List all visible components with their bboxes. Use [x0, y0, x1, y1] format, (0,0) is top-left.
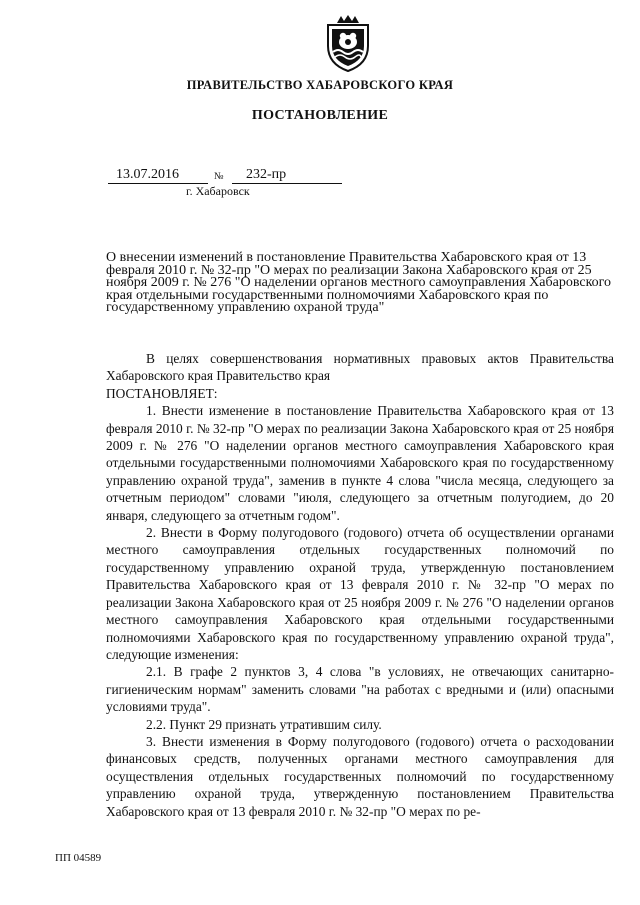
issue-city: г. Хабаровск [186, 184, 250, 198]
intro-paragraph: В целях совершенствования нормативных правовых актов Правительства Хабаровского края Правительство края [106, 351, 614, 384]
paragraph-1: 1. Внести изменение в постановление Правительства Хабаровского края от 13 февраля 2010 г. № 32-пр "О мерах по реализации Закона Хабаровского края от 25 ноября 2009 г. № 276 "О наделении органов местного самоуправления Хабаровского края отдельными государственными полномочиями Хабаровского края по государственному управлению охраной труда", заменив в пункте 4 слова "числа месяца, следующего за отчетным периодом" словами "июля, следующего за отчетным полугодием, до 20 января, следующего за отчетным годом". [106, 403, 614, 523]
paragraph-3: 3. Внести изменения в Форму полугодового (годового) отчета о расходовании финансовых средств, полученных органами местного самоуправления для осуществления отдельных государственных полномочий по государственному управлению охраной труда, утвержденную постановлением Правительства Хабаровского края от 13 февраля 2010 г. № 32-пр "О мерах по ре- [106, 733, 614, 819]
number-sign: № [214, 171, 224, 182]
paragraph-2-1: 2.1. В графе 2 пунктов 3, 4 слова "в условиях, не отвечающих санитарно-гигиеническим нормам" заменить словами "на работах с вредными и (или) опасными условиями труда". [106, 664, 614, 715]
paragraph-2-2: 2.2. Пункт 29 признать утратившим силу. [146, 716, 382, 732]
paragraph-2: 2. Внести в Форму полугодового (годового) отчета об осуществлении органами местного самоуправления отдельных государственных полномочий по государственному управлению охраной труда, утвержденную постановлением Правительства Хабаровского края от 13 февраля 2010 г. № 32-пр "О мерах по реализации Закона Хабаровского края от 25 ноября 2009 г. № 276 "О наделении органов местного самоуправления Хабаровского края отдельными государственными полномочиями Хабаровского края по государственному управлению охраной труда", следующие изменения: [106, 525, 614, 662]
document-date: 13.07.2016 [108, 167, 208, 184]
khabarovsk-coat-of-arms-icon [323, 14, 373, 72]
document-type: ПОСТАНОВЛЕНИЕ [251, 108, 389, 123]
document-number: 232-пр [232, 167, 342, 184]
organization-name: ПРАВИТЕЛЬСТВО ХАБАРОВСКОГО КРАЯ [186, 78, 454, 92]
resolves-heading: ПОСТАНОВЛЯЕТ: [106, 385, 218, 401]
document-subject: О внесении изменений в постановление Правительства Хабаровского края от 13 февраля 2010 г. № 32-пр "О мерах по реализации Закона Хабаровского края от 25 ноября 2009 г. № 276 "О наделении органов местного самоуправления Хабаровского края отдельными государственными полномочиями Хабаровского края по государственному управлению охраной труда" [106, 250, 612, 315]
footer-code: ПП 04589 [55, 852, 102, 864]
document-body [106, 350, 614, 820]
